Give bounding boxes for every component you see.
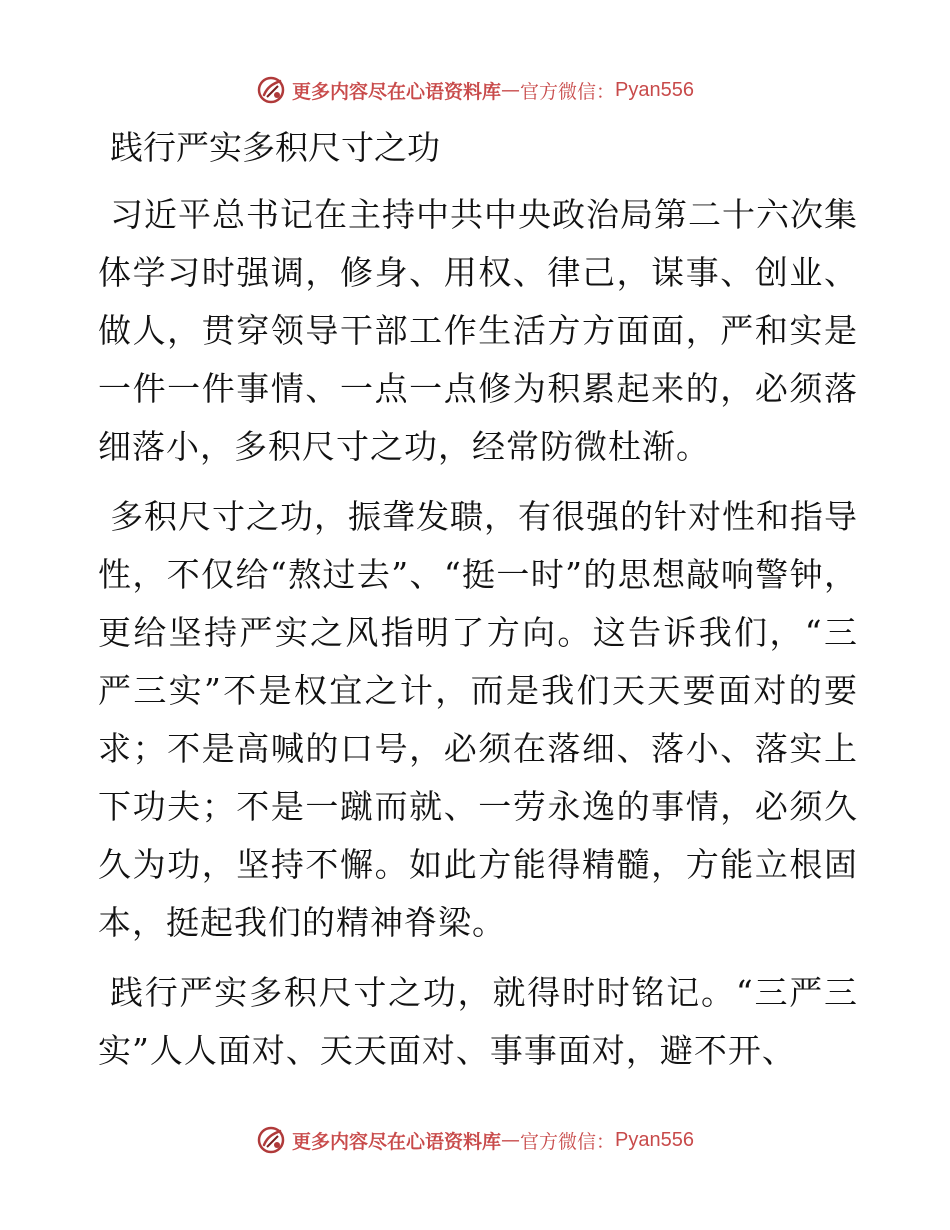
watermark-id: Pyan556 [615, 1128, 694, 1151]
header-watermark [0, 70, 950, 110]
watermark-official: 官方微信： [520, 1130, 616, 1153]
paragraph-3: 践行严实多积尺寸之功，就得时时铭记。“三严三实”人人面对、天天面对、事事面对，避不开、 [98, 973, 858, 1070]
logo-icon [256, 75, 286, 105]
watermark-name: 更多内容尽在心语资料库 [292, 80, 502, 103]
watermark-dash: — [501, 1129, 521, 1151]
logo-icon [256, 1125, 286, 1155]
watermark-dash: — [501, 79, 521, 101]
watermark-name: 更多内容尽在心语资料库 [292, 1130, 502, 1153]
article-title: 践行严实多积尺寸之功 [110, 128, 440, 167]
watermark-id: Pyan556 [615, 78, 694, 101]
paragraph-1: 习近平总书记在主持中共中央政治局第二十六次集体学习时强调，修身、用权、律己，谋事、创业、做人，贯穿领导干部工作生活方方面面，严和实是一件一件事情、一点一点修为积累起来的，必须落细落小，多积尺寸之功，经常防微杜渐。 [98, 195, 858, 466]
article-body [98, 122, 858, 1092]
paragraph-2: 多积尺寸之功，振聋发聩，有很强的针对性和指导性，不仅给“熬过去”、“挺一时”的思想敲响警钟，更给坚持严实之风指明了方向。这告诉我们，“三严三实”不是权宜之计，而是我们天天要面对的要求；不是高喊的口号，必须在落细、落小、落实上下功夫；不是一蹴而就、一劳永逸的事情，必须久久为功，坚持不懈。如此方能得精髓，方能立根固本，挺起我们的精神脊梁。 [98, 497, 858, 942]
footer-watermark [0, 1120, 950, 1160]
watermark-official: 官方微信： [520, 80, 616, 103]
